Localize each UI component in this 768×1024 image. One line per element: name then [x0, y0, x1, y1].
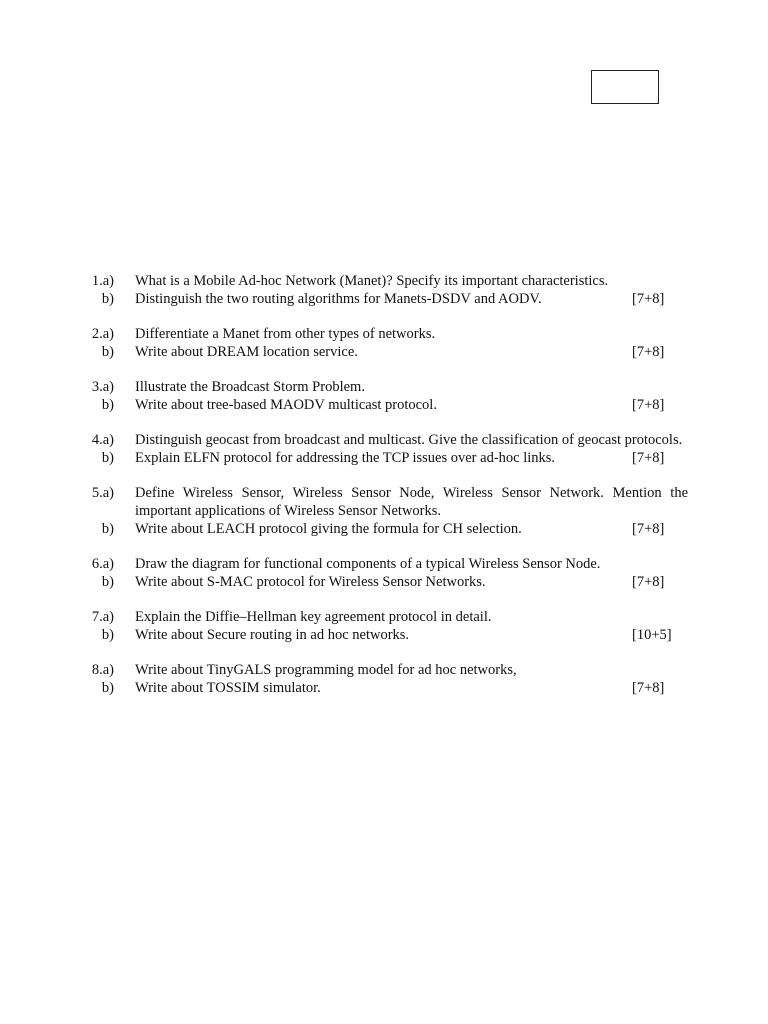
- part-label: 8.a): [91, 662, 114, 678]
- question-paper-code-box: [591, 70, 659, 104]
- marks-allocation: [7+8]: [632, 291, 665, 307]
- part-label: 4.a): [91, 432, 114, 448]
- question-part: [0, 555, 768, 573]
- part-text: Write about LEACH protocol giving the formula for CH selection.: [135, 521, 522, 537]
- part-label: 7.a): [91, 609, 114, 625]
- question-part: [0, 608, 768, 626]
- question-part: [0, 520, 768, 538]
- question-part: [0, 396, 768, 414]
- question-part: [0, 378, 768, 396]
- part-text: Write about TOSSIM simulator.: [135, 680, 321, 696]
- part-label: b): [101, 344, 114, 360]
- question-part: [0, 431, 768, 449]
- part-text: Illustrate the Broadcast Storm Problem.: [135, 379, 365, 395]
- question-part: [0, 626, 768, 644]
- marks-allocation: [7+8]: [632, 450, 665, 466]
- part-label: b): [101, 680, 114, 696]
- part-text: Write about TinyGALS programming model for ad hoc networks,: [135, 662, 517, 678]
- marks-allocation: [7+8]: [632, 521, 665, 537]
- marks-allocation: [7+8]: [632, 397, 665, 413]
- part-label: 5.a): [91, 485, 114, 501]
- part-label: b): [101, 397, 114, 413]
- question-3: [0, 378, 768, 414]
- part-label: 6.a): [91, 556, 114, 572]
- part-text: Explain the Diffie–Hellman key agreement protocol in detail.: [135, 609, 492, 625]
- part-text: Explain ELFN protocol for addressing the TCP issues over ad-hoc links.: [135, 450, 556, 466]
- question-part: [0, 679, 768, 697]
- part-text: Distinguish geocast from broadcast and multicast. Give the classification of geocast protocols.: [135, 432, 683, 448]
- part-text: Distinguish the two routing algorithms for Manets-DSDV and AODV.: [135, 291, 542, 307]
- question-8: [0, 661, 768, 697]
- part-text: Define Wireless Sensor, Wireless Sensor Node, Wireless Sensor Network. Mention the important applications of Wireless Sensor Networks.: [135, 485, 688, 519]
- part-text: What is a Mobile Ad-hoc Network (Manet)? Specify its important characteristics.: [135, 273, 609, 289]
- part-label: 1.a): [91, 273, 114, 289]
- question-part: [0, 343, 768, 361]
- question-2: [0, 325, 768, 361]
- part-text: Differentiate a Manet from other types of networks.: [135, 326, 436, 342]
- part-text: Write about tree-based MAODV multicast protocol.: [135, 397, 437, 413]
- part-text: Write about Secure routing in ad hoc networks.: [135, 627, 410, 643]
- part-label: b): [101, 521, 114, 537]
- part-label: b): [101, 291, 114, 307]
- question-7: [0, 608, 768, 644]
- part-label: b): [101, 450, 114, 466]
- marks-allocation: [7+8]: [632, 574, 665, 590]
- part-label: b): [101, 627, 114, 643]
- question-4: [0, 431, 768, 467]
- marks-allocation: [10+5]: [632, 627, 672, 643]
- part-label: 3.a): [91, 379, 114, 395]
- question-part: [0, 272, 768, 290]
- part-text: Write about DREAM location service.: [135, 344, 358, 360]
- part-label: b): [101, 574, 114, 590]
- question-list: [0, 272, 768, 714]
- part-label: 2.a): [91, 326, 114, 342]
- question-part: [0, 449, 768, 467]
- question-6: [0, 555, 768, 591]
- question-1: [0, 272, 768, 308]
- question-part: [0, 661, 768, 679]
- marks-allocation: [7+8]: [632, 680, 665, 696]
- question-part: [0, 325, 768, 343]
- part-text: Draw the diagram for functional components of a typical Wireless Sensor Node.: [135, 556, 601, 572]
- question-part: [0, 484, 768, 520]
- part-text: Write about S-MAC protocol for Wireless Sensor Networks.: [135, 574, 486, 590]
- question-5: [0, 484, 768, 538]
- question-part: [0, 573, 768, 591]
- marks-allocation: [7+8]: [632, 344, 665, 360]
- question-part: [0, 290, 768, 308]
